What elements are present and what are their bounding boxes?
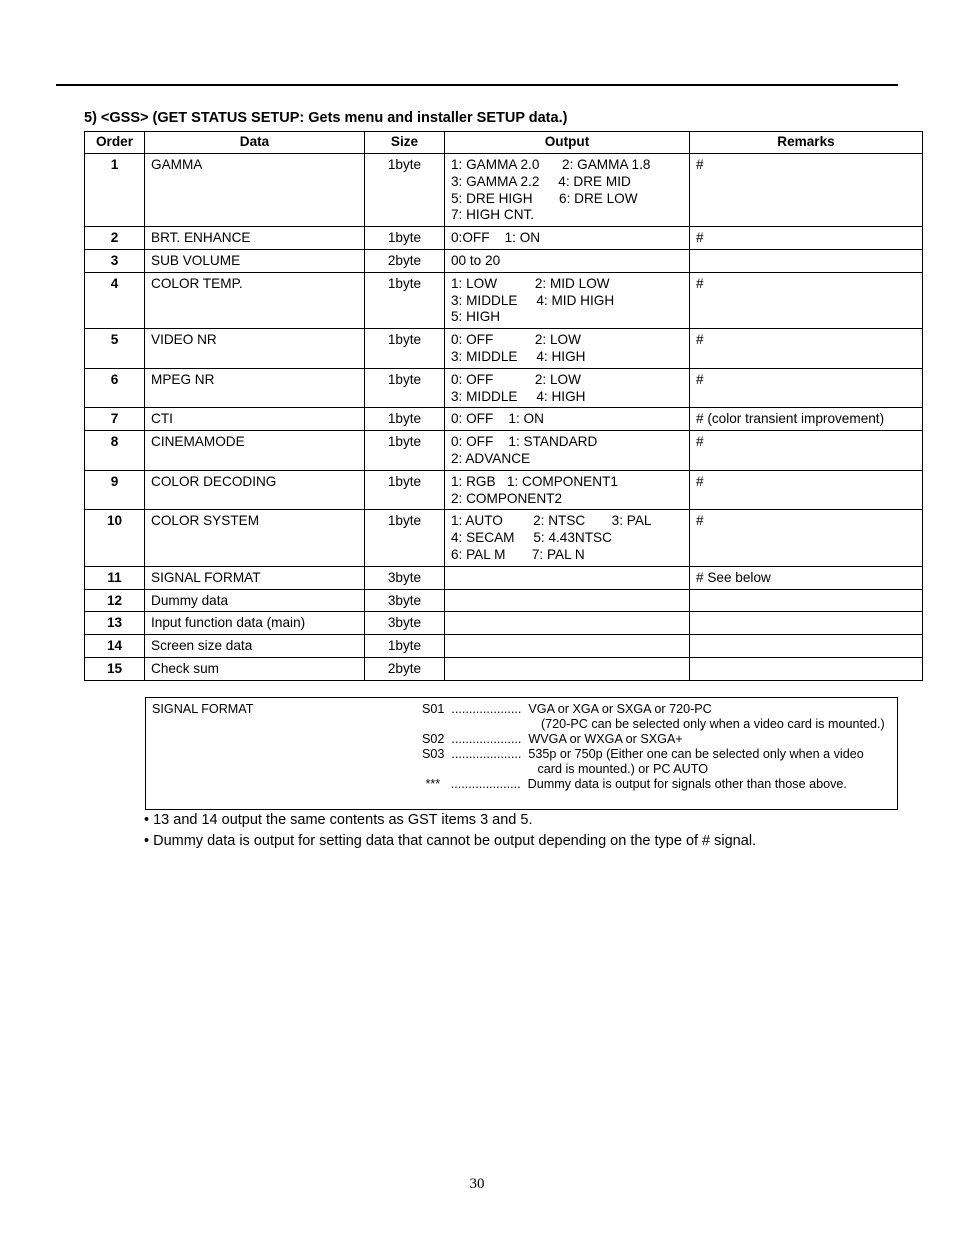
- cell-output: [445, 249, 690, 272]
- cell-output: [445, 154, 690, 227]
- cell-size: 3byte: [365, 589, 445, 612]
- output-line: 3: MIDDLE 4: HIGH: [451, 388, 586, 404]
- signal-format-line: *** .................... Dummy data is output for signals other than those above.: [422, 777, 847, 791]
- cell-data: GAMMA: [145, 154, 365, 227]
- table-row: [85, 408, 923, 431]
- cell-order: 10: [85, 510, 145, 566]
- signal-format-line: card is mounted.) or PC AUTO: [422, 762, 709, 776]
- table-row: [85, 249, 923, 272]
- cell-order: 2: [85, 227, 145, 250]
- cell-order: 12: [85, 589, 145, 612]
- cell-order: 13: [85, 612, 145, 635]
- header-remarks: Remarks: [690, 132, 923, 154]
- output-line: [451, 661, 683, 678]
- cell-output: [445, 272, 690, 328]
- signal-format-label: SIGNAL FORMAT: [152, 702, 254, 716]
- cell-size: 1byte: [365, 329, 445, 369]
- cell-remarks: [690, 249, 923, 272]
- cell-data: VIDEO NR: [145, 329, 365, 369]
- cell-remarks: # See below: [690, 566, 923, 589]
- cell-order: 15: [85, 657, 145, 680]
- cell-size: 1byte: [365, 154, 445, 227]
- cell-order: 14: [85, 635, 145, 658]
- cell-order: 5: [85, 329, 145, 369]
- cell-output: [445, 368, 690, 408]
- cell-output: [445, 635, 690, 658]
- cell-order: 4: [85, 272, 145, 328]
- cell-order: 8: [85, 431, 145, 471]
- cell-output: [445, 227, 690, 250]
- cell-remarks: #: [690, 154, 923, 227]
- cell-output: [445, 431, 690, 471]
- page-number: 30: [469, 1176, 485, 1192]
- output-line: 1: LOW 2: MID LOW: [451, 275, 610, 291]
- output-line: 3: GAMMA 2.2 4: DRE MID: [451, 173, 631, 189]
- output-line: 0: OFF 1: STANDARD: [451, 434, 598, 450]
- table-row: [85, 635, 923, 658]
- output-line: 0:OFF 1: ON: [451, 230, 541, 246]
- output-line: 1: AUTO 2: NTSC 3: PAL: [451, 513, 652, 529]
- section-title: 5) <GSS> (GET STATUS SETUP: Gets menu and installer SETUP data.): [84, 110, 568, 126]
- cell-remarks: #: [690, 470, 923, 510]
- cell-order: 7: [85, 408, 145, 431]
- cell-size: 3byte: [365, 612, 445, 635]
- table-row: [85, 612, 923, 635]
- cell-size: 1byte: [365, 510, 445, 566]
- cell-remarks: [690, 612, 923, 635]
- signal-format-box: [145, 697, 898, 810]
- table-row: [85, 154, 923, 227]
- output-line: 5: DRE HIGH 6: DRE LOW: [451, 190, 638, 206]
- cell-output: [445, 566, 690, 589]
- signal-format-codes: [422, 702, 885, 792]
- table-row: [85, 566, 923, 589]
- cell-size: 3byte: [365, 566, 445, 589]
- cell-output: [445, 329, 690, 369]
- output-line: 0: OFF 1: ON: [451, 411, 544, 427]
- signal-format-line: S03 .................... 535p or 750p (Either one can be selected only when a video: [422, 747, 864, 761]
- header-size: Size: [365, 132, 445, 154]
- cell-data: COLOR SYSTEM: [145, 510, 365, 566]
- header-data: Data: [145, 132, 365, 154]
- output-line: 00 to 20: [451, 252, 501, 268]
- output-line: 5: HIGH: [451, 309, 501, 325]
- table-row: [85, 470, 923, 510]
- cell-data: MPEG NR: [145, 368, 365, 408]
- table-header-row: [85, 132, 923, 154]
- cell-remarks: #: [690, 272, 923, 328]
- cell-order: 9: [85, 470, 145, 510]
- cell-size: 1byte: [365, 635, 445, 658]
- output-line: 7: HIGH CNT.: [451, 207, 535, 223]
- cell-data: CINEMAMODE: [145, 431, 365, 471]
- cell-data: SIGNAL FORMAT: [145, 566, 365, 589]
- gss-table: [84, 131, 923, 681]
- cell-remarks: #: [690, 510, 923, 566]
- cell-remarks: #: [690, 227, 923, 250]
- cell-data: Check sum: [145, 657, 365, 680]
- cell-output: [445, 657, 690, 680]
- cell-remarks: [690, 635, 923, 658]
- cell-data: Input function data (main): [145, 612, 365, 635]
- cell-size: 2byte: [365, 249, 445, 272]
- cell-remarks: #: [690, 329, 923, 369]
- output-line: 2: ADVANCE: [451, 450, 531, 466]
- cell-order: 6: [85, 368, 145, 408]
- cell-data: CTI: [145, 408, 365, 431]
- note-item: • Dummy data is output for setting data that cannot be output depending on the type of # signal.: [144, 833, 757, 849]
- table-row: [85, 431, 923, 471]
- note-item: • 13 and 14 output the same contents as GST items 3 and 5.: [144, 812, 533, 828]
- output-line: 1: GAMMA 2.0 2: GAMMA 1.8: [451, 157, 651, 172]
- table-row: [85, 272, 923, 328]
- output-line: 4: SECAM 5: 4.43NTSC: [451, 530, 612, 546]
- signal-format-line: S01 .................... VGA or XGA or SXGA or 720-PC: [422, 702, 712, 716]
- header-output: Output: [445, 132, 690, 154]
- header-order: Order: [85, 132, 145, 154]
- output-line: [451, 638, 683, 655]
- output-line: 2: COMPONENT2: [451, 490, 563, 506]
- cell-size: 1byte: [365, 227, 445, 250]
- cell-output: [445, 470, 690, 510]
- cell-size: 1byte: [365, 431, 445, 471]
- table-row: [85, 589, 923, 612]
- table-row: [85, 657, 923, 680]
- cell-remarks: [690, 589, 923, 612]
- cell-order: 3: [85, 249, 145, 272]
- table-row: [85, 510, 923, 566]
- cell-data: COLOR TEMP.: [145, 272, 365, 328]
- signal-format-line: (720-PC can be selected only when a video card is mounted.): [422, 717, 885, 731]
- top-rule: [56, 84, 898, 86]
- signal-format-line: S02 .................... WVGA or WXGA or SXGA+: [422, 732, 683, 746]
- cell-remarks: #: [690, 431, 923, 471]
- cell-output: [445, 589, 690, 612]
- table-row: [85, 227, 923, 250]
- cell-order: 11: [85, 566, 145, 589]
- cell-remarks: [690, 657, 923, 680]
- output-line: 1: RGB 1: COMPONENT1: [451, 473, 618, 489]
- cell-order: 1: [85, 154, 145, 227]
- output-line: [451, 593, 683, 610]
- notes: [144, 810, 756, 852]
- output-line: 0: OFF 2: LOW: [451, 371, 581, 387]
- cell-size: 1byte: [365, 368, 445, 408]
- output-line: 3: MIDDLE 4: HIGH: [451, 348, 586, 364]
- cell-data: SUB VOLUME: [145, 249, 365, 272]
- output-line: 3: MIDDLE 4: MID HIGH: [451, 292, 615, 308]
- cell-output: [445, 510, 690, 566]
- cell-output: [445, 612, 690, 635]
- cell-data: COLOR DECODING: [145, 470, 365, 510]
- table-row: [85, 329, 923, 369]
- table-row: [85, 368, 923, 408]
- cell-remarks: # (color transient improvement): [690, 408, 923, 431]
- cell-data: Dummy data: [145, 589, 365, 612]
- output-line: 6: PAL M 7: PAL N: [451, 546, 585, 562]
- cell-remarks: #: [690, 368, 923, 408]
- output-line: [451, 570, 683, 587]
- cell-size: 1byte: [365, 470, 445, 510]
- output-line: 0: OFF 2: LOW: [451, 332, 581, 348]
- cell-data: BRT. ENHANCE: [145, 227, 365, 250]
- cell-size: 1byte: [365, 408, 445, 431]
- cell-data: Screen size data: [145, 635, 365, 658]
- cell-size: 2byte: [365, 657, 445, 680]
- output-line: [451, 615, 683, 632]
- cell-output: [445, 408, 690, 431]
- cell-size: 1byte: [365, 272, 445, 328]
